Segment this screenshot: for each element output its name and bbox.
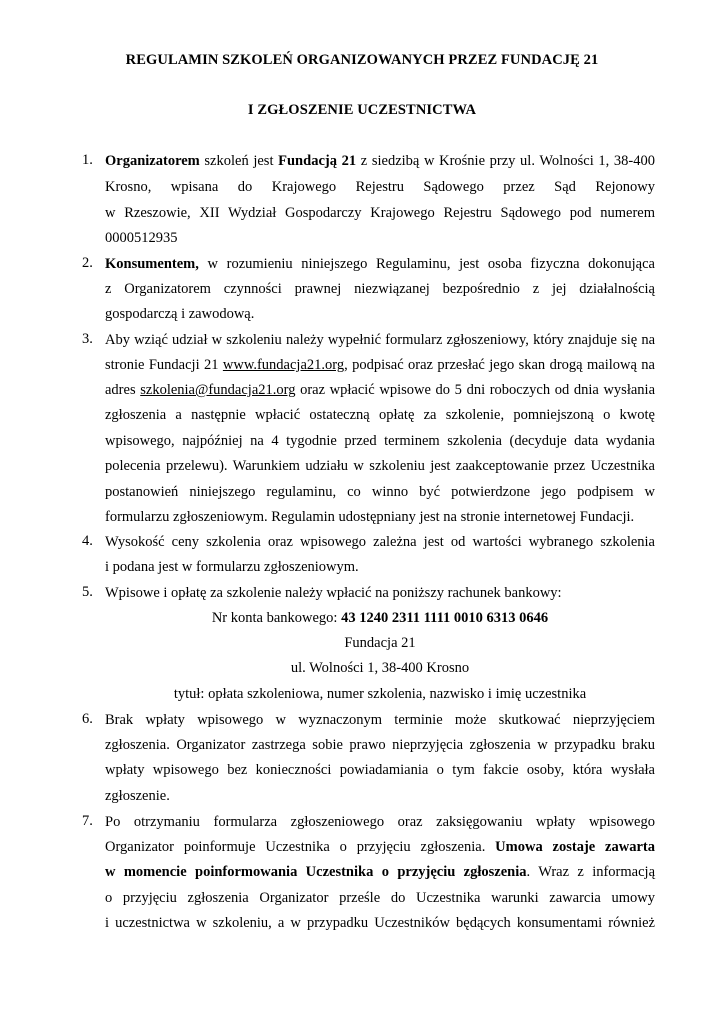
item-2-line-2: z Organizatorem czynności prawnej niezwiązanej bezpośrednio z jej działalnością [105, 281, 655, 297]
item-3-line-7: postanowień niniejszego regulaminu, co winno być potwierdzone jego podpisem w [105, 484, 655, 500]
item-number-5: 5. [82, 584, 93, 600]
item-7-line-3 [105, 863, 655, 881]
bank-account-line [105, 609, 655, 627]
item-1-text-a: szkoleń jest [199, 153, 279, 169]
item-number-2: 2. [82, 255, 93, 271]
item-1-bold-foundation: Fundacją 21 [278, 153, 357, 169]
item-2-line-3: gospodarczą i zawodową. [105, 306, 255, 322]
recipient-address: ul. Wolności 1, 38-400 Krosno [290, 660, 470, 676]
item-6-line-3: wpłaty wpisowego bez konieczności powiadamiania o tym fakcie osoby, która wysłała [105, 762, 655, 778]
item-2-line-1 [105, 255, 655, 273]
item-1-bold-organizer: Organizatorem [105, 153, 200, 169]
item-6-line-2: zgłoszenia. Organizator zastrzega sobie prawo nieprzyjęcia zgłoszenia w przypadku braku [105, 737, 655, 753]
document-subtitle: I ZGŁOSZENIE UCZESTNICTWA [247, 102, 477, 118]
item-3-line-1: Aby wziąć udział w szkoleniu należy wypełnić formularz zgłoszeniowy, który znajduje się na [105, 332, 655, 348]
item-3-line-8: formularzu zgłoszeniowym. Regulamin udostępniany jest na stronie internetowej Fundacji. [105, 509, 635, 525]
item-number-1: 1. [82, 152, 93, 168]
item-1-line-2: Krosno, wpisana do Krajowego Rejestru Sądowego przez Sąd Rejonowy [105, 179, 655, 195]
document-title: REGULAMIN SZKOLEŃ ORGANIZOWANYCH PRZEZ FUNDACJĘ 21 [125, 52, 599, 68]
item-3-line-3 [105, 381, 655, 399]
recipient-name: Fundacja 21 [344, 635, 416, 651]
item-number-6: 6. [82, 711, 93, 727]
item-5-line-1: Wpisowe i opłatę za szkolenie należy wpłacić na poniższy rachunek bankowy: [105, 585, 562, 601]
item-7-line-2 [105, 838, 655, 856]
bank-account-number: 43 1240 2311 1111 0010 6313 0646 [341, 610, 549, 626]
item-7-text-a: Organizator poinformuje Uczestnika o przyjęciu zgłoszenia. [105, 839, 496, 855]
item-1-text-b: z siedzibą w Krośnie przy ul. Wolności 1, 38-400 [356, 153, 655, 169]
item-6-line-4: zgłoszenie. [105, 788, 170, 804]
website-link[interactable]: www.fundacja21.org [222, 357, 345, 373]
item-number-3: 3. [82, 331, 93, 347]
item-7-line-5: i uczestnictwa w szkoleniu, a w przypadku Uczestników będących konsumentami również [105, 915, 655, 931]
item-7-line-4: o przyjęciu zgłoszenia Organizator prześle do Uczestnika warunki zawarcia umowy [105, 890, 655, 906]
item-1-line-1 [105, 152, 655, 170]
item-1-line-3: w Rzeszowie, XII Wydział Gospodarczy Krajowego Rejestru Sądowego pod numerem [105, 205, 655, 221]
email-link[interactable]: szkolenia@fundacja21.org [140, 382, 296, 398]
transfer-title: tytuł: opłata szkoleniowa, numer szkolenia, nazwisko i imię uczestnika [173, 686, 587, 702]
item-6-line-1: Brak wpłaty wpisowego w wyznaczonym terminie może skutkować nieprzyjęciem [105, 712, 655, 728]
bank-account-label: Nr konta bankowego: [211, 610, 342, 626]
item-3-line-4: zgłoszenia a następnie wpłacić ostateczną opłatę za szkolenie, pomniejszoną o kwotę [105, 407, 655, 423]
item-4-line-2: i podana jest w formularzu zgłoszeniowym. [105, 559, 359, 575]
item-1-line-4: 0000512935 [105, 230, 178, 246]
item-4-line-1: Wysokość ceny szkolenia oraz wpisowego zależna jest od wartości wybranego szkolenia [105, 534, 655, 550]
item-3-text-d: oraz wpłacić wpisowe do 5 dni roboczych od dnia wysłania [295, 382, 656, 398]
item-number-7: 7. [82, 813, 93, 829]
item-2-text-a: w rozumieniu niniejszego Regulaminu, jest osoba fizyczna dokonująca [198, 256, 655, 272]
item-2-bold-consumer: Konsumentem, [105, 256, 199, 272]
item-7-line-1: Po otrzymaniu formularza zgłoszeniowego oraz zaksięgowaniu wpłaty wpisowego [105, 814, 655, 830]
item-3-line-5: wpisowego, najpóźniej na 4 tygodnie przed terminem szkolenia (decyduje data wydania [105, 433, 655, 449]
item-7-bold-a: Umowa zostaje zawarta [495, 839, 655, 855]
item-3-text-c: adres [105, 382, 141, 398]
item-7-text-b: . Wraz z informacją [526, 864, 655, 880]
item-7-bold-b: w momencie poinformowania Uczestnika o przyjęciu zgłoszenia [105, 864, 527, 880]
item-3-text-a: stronie Fundacji 21 [105, 357, 223, 373]
item-3-line-6: polecenia przelewu). Warunkiem udziału w szkoleniu jest zaakceptowanie przez Uczestnika [105, 458, 655, 474]
item-3-text-b: , podpisać oraz przesłać jego skan drogą mailową na [344, 357, 655, 373]
item-number-4: 4. [82, 533, 93, 549]
item-3-line-2 [105, 356, 655, 374]
